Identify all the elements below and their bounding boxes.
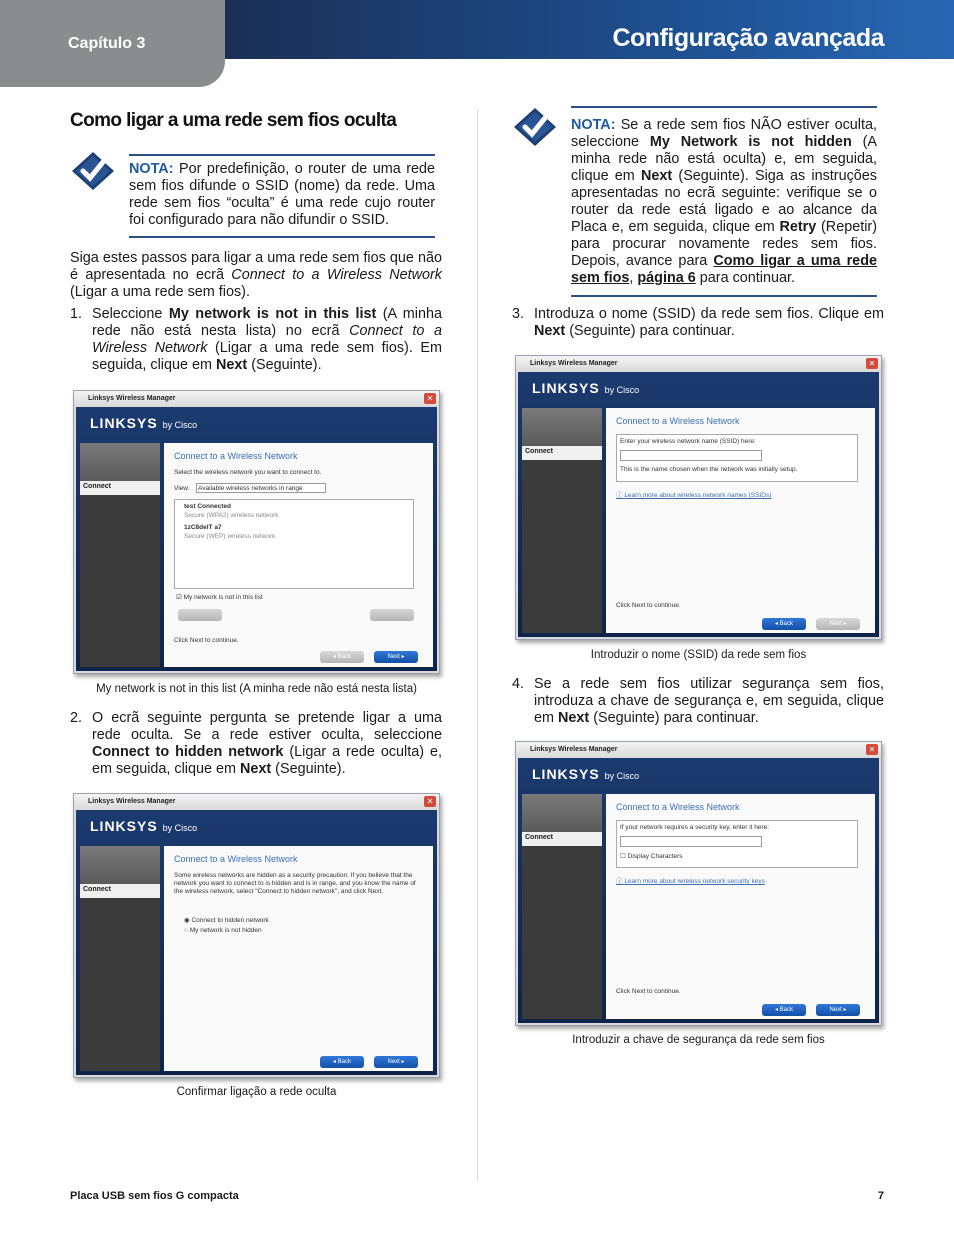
window-title: Linksys Wireless Manager xyxy=(74,391,439,407)
step-1-number: 1. xyxy=(70,306,83,322)
page-title: Configuração avançada xyxy=(612,24,884,52)
step-4-text: Se a rede sem fios utilizar segurança sem fios, introduza a chave de segurança e, em seguida, clique em Next (Seguinte) para continuar. xyxy=(534,676,884,726)
caption-4: Introduzir a chave de segurança da rede sem fios xyxy=(572,1034,825,1046)
note-rule-bottom xyxy=(571,295,877,297)
linksys-logo: LINKSYS by Cisco xyxy=(532,766,640,782)
column-divider xyxy=(477,110,478,1180)
note-rule-top xyxy=(129,154,435,156)
footer-product: Placa USB sem fios G compacta xyxy=(70,1190,239,1202)
page-number: 7 xyxy=(877,1190,884,1202)
step-1-text: Seleccione My network is not in this list (A minha rede não está nesta lista) no ecrã Connect to a Wireless Network (Ligar a uma rede sem fios). Em seguida, clique em Next (Seguinte). xyxy=(92,306,442,373)
note-rule-top xyxy=(571,106,877,108)
checkmark-icon xyxy=(512,106,558,153)
step-2-text: O ecrã seguinte pergunta se pretende ligar a uma rede oculta. Se a rede estiver oculta, seleccione Connect to hidden network (Ligar a rede oculta) e, em seguida, clique em Next (Seguinte). xyxy=(92,710,442,777)
note-rule-bottom xyxy=(129,236,435,238)
note-2: NOTA: Se a rede sem fios NÃO estiver oculta, seleccione My Network is not hidden (A minha rede não está oculta) e, em seguida, clique em Next (Seguinte). Siga as instruções apresentadas no ecrã seguinte: verifique se o router da rede está ligado e ao alcance da Placa e, em seguida, clique em Retry (Repetir) para procurar novamente redes sem fios. Depois, avance para Como ligar a uma rede sem fios, página 6 para continuar. xyxy=(571,117,878,286)
caption-1: My network is not in this list (A minha rede não está nesta lista) xyxy=(96,683,417,695)
chapter-label: Capítulo 3 xyxy=(68,35,146,52)
side-panel: Connect xyxy=(522,408,602,633)
side-panel: Connect xyxy=(522,794,602,1019)
step-3-number: 3. xyxy=(512,306,525,322)
close-icon: ✕ xyxy=(424,796,436,807)
linksys-logo: LINKSYS by Cisco xyxy=(532,380,640,396)
note-1: NOTA: Por predefinição, o router de uma rede sem fios difunde o SSID (nome) da rede. Uma rede sem fios “oculta” é uma rede cujo router foi configurado para não difundir o SSID. xyxy=(129,161,435,228)
link-page-6[interactable]: página 6 xyxy=(637,270,696,286)
step-4-number: 4. xyxy=(512,676,525,692)
caption-3: Introduzir o nome (SSID) da rede sem fios xyxy=(590,649,807,661)
link-page-section[interactable]: Como ligar a uma rede sem fios xyxy=(571,253,877,286)
side-panel: Connect xyxy=(80,846,160,1071)
side-panel: Connect xyxy=(80,443,160,667)
screenshot-ssid-entry: Linksys Wireless Manager ✕ LINKSYS by Cisco Connect Connect to a Wireless Network Enter your wireless network name (SSID) here: This is the name chosen when the network was initially setup. ⓘ Learn more about wireless network names (SSIDs) Click Next to continue. ◂ Back Next ▸ xyxy=(515,355,882,640)
screenshot-hidden-network: Linksys Wireless Manager ✕ LINKSYS by Cisco Connect Connect to a Wireless Network Some wireless networks are hidden as a security precaution. If you believe that the network you want to connect to is hidden and is in range, and you know the name of the wireless network, select "Connect to hidden network", and click Next. ◉ Connect to hidden network ○ My network is not hidden ◂ Back Next ▸ xyxy=(73,793,440,1078)
close-icon: ✕ xyxy=(866,744,878,755)
linksys-logo: LINKSYS by Cisco xyxy=(90,415,198,431)
checkmark-icon xyxy=(70,150,116,197)
linksys-logo: LINKSYS by Cisco xyxy=(90,818,198,834)
close-icon: ✕ xyxy=(424,393,436,404)
intro-paragraph: Siga estes passos para ligar a uma rede sem fios que não é apresentada no ecrã Connect to a Wireless Network (Ligar a uma rede sem fios). xyxy=(70,250,442,300)
screenshot-network-list: Linksys Wireless Manager ✕ LINKSYS by Cisco Connect Connect to a Wireless Network Select the wireless network you want to connect to. View: Available wireless networks in range test Connected Secure (WPA2) wireless network 1zC8deIT a7 Secure (WEP) wireless network ☑ My network is not in this list Click Next to continue. ◂ Back Next ▸ xyxy=(73,390,440,674)
section-title: Como ligar a uma rede sem fios oculta xyxy=(70,110,397,131)
window-title: Linksys Wireless Manager xyxy=(74,794,439,810)
window-title: Linksys Wireless Manager xyxy=(516,742,881,758)
close-icon: ✕ xyxy=(866,358,878,369)
step-3-text: Introduza o nome (SSID) da rede sem fios. Clique em Next (Seguinte) para continuar. xyxy=(534,306,884,339)
caption-2: Confirmar ligação a rede oculta xyxy=(176,1086,337,1098)
window-title: Linksys Wireless Manager xyxy=(516,356,881,372)
screenshot-security-key: Linksys Wireless Manager ✕ LINKSYS by Cisco Connect Connect to a Wireless Network If your network requires a security key, enter it here: ☐ Display Characters ⓘ Learn more about wireless network security keys Click Next to continue. ◂ Back Next ▸ xyxy=(515,741,882,1026)
step-2-number: 2. xyxy=(70,710,83,726)
